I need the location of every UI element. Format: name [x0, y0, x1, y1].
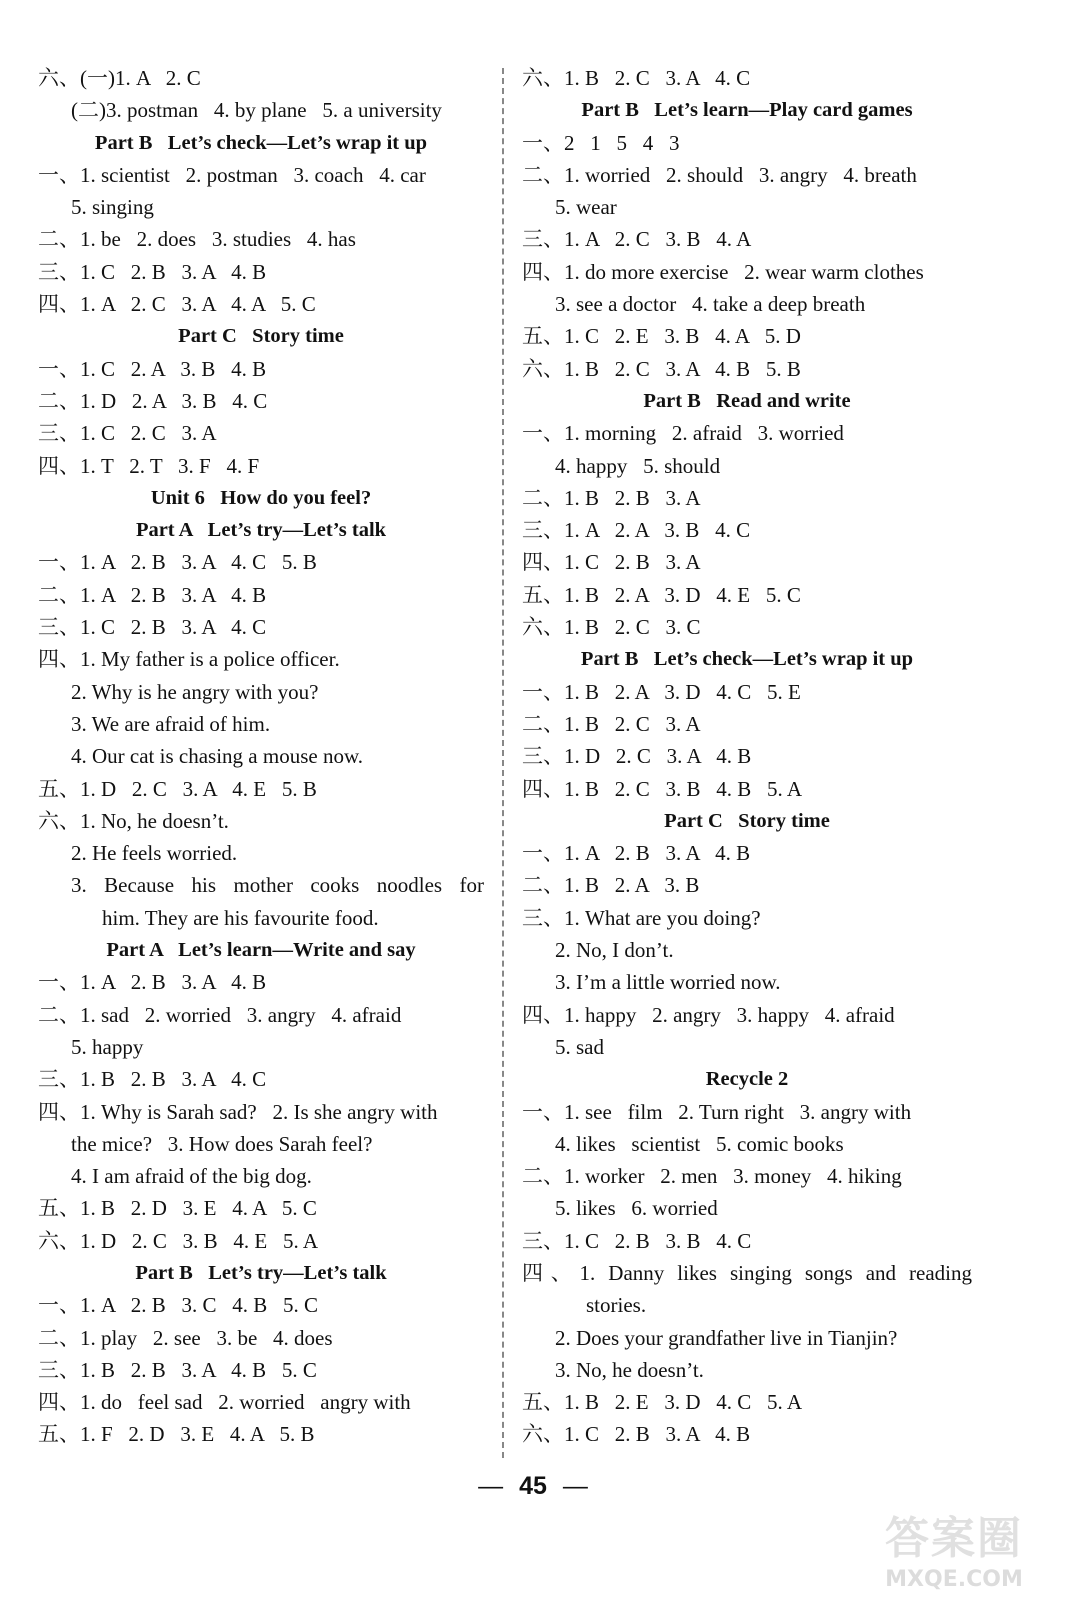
answer-line: 六、1. D 2. C 3. B 4. E 5. A: [38, 1228, 319, 1253]
answer-line: 2. Does your grandfather live in Tianjin?: [555, 1325, 898, 1350]
answer-line: 三、1. C 2. B 3. A 4. B: [38, 259, 267, 284]
answer-line: 三、1. A 2. A 3. B 4. C: [522, 518, 751, 543]
answer-line: 一、1. morning 2. afraid 3. worried: [522, 421, 844, 446]
answer-line: 四、1. do more exercise 2. wear warm clothes: [522, 259, 924, 284]
section-heading: Part B Let’s check—Let’s wrap it up: [580, 648, 914, 671]
answer-line: 3. see a doctor 4. take a deep breath: [555, 292, 866, 317]
answer-line: 四、1. T 2. T 3. F 4. F: [38, 453, 260, 478]
answer-line: 二、1. A 2. B 3. A 4. B: [38, 582, 267, 607]
answer-line: him. They are his favourite food.: [102, 905, 379, 930]
section-heading: Recycle 2: [705, 1068, 789, 1091]
page-number-dash-right: —: [562, 1472, 588, 1500]
section-heading: Unit 6 How do you feel?: [150, 486, 372, 509]
answer-line: 3. I’m a little worried now.: [555, 970, 781, 995]
watermark-domain: MXQE.COM: [885, 1567, 1023, 1592]
answer-line: 二、1. sad 2. worried 3. angry 4. afraid: [38, 1002, 402, 1027]
section-heading: Part C Story time: [178, 325, 344, 348]
answer-line: 四、1. do feel sad 2. worried angry with: [38, 1390, 411, 1415]
answer-line: 一、2 1 5 4 3: [522, 130, 680, 155]
answer-line: 2. Why is he angry with you?: [71, 679, 319, 704]
answer-line: 六、1. B 2. C 3. C: [522, 615, 701, 640]
answer-line: stories.: [586, 1293, 647, 1318]
answer-line: 5. wear: [555, 195, 617, 220]
answer-line: 五、1. B 2. A 3. D 4. E 5. C: [522, 582, 801, 607]
answer-line: 一、1. see film 2. Turn right 3. angry with: [522, 1099, 912, 1124]
answer-line: 五、1. F 2. D 3. E 4. A 5. B: [38, 1422, 315, 1447]
answer-line: 3. No, he doesn’t.: [555, 1357, 704, 1382]
answer-line: 四、1. B 2. C 3. B 4. B 5. A: [522, 776, 803, 801]
section-heading: Part B Let’s check—Let’s wrap it up: [94, 131, 428, 154]
answer-line: 四、1. Danny likes singing songs and reading: [522, 1260, 972, 1285]
answer-line: 三、1. A 2. C 3. B 4. A: [522, 227, 752, 252]
answer-line: the mice? 3. How does Sarah feel?: [71, 1131, 373, 1156]
section-heading: Part A Let’s try—Let’s talk: [135, 519, 387, 542]
answer-line: 一、1. A 2. B 3. C 4. B 5. C: [38, 1293, 319, 1318]
answer-line: 五、1. D 2. C 3. A 4. E 5. B: [38, 776, 317, 801]
watermark-logo: [856, 1502, 1052, 1592]
section-heading: Part A Let’s learn—Write and say: [106, 939, 416, 962]
answer-line: 三、1. B 2. B 3. A 4. B 5. C: [38, 1357, 317, 1382]
answer-line: 一、1. C 2. A 3. B 4. B: [38, 356, 267, 381]
section-heading: Part C Story time: [664, 809, 830, 832]
answer-line: 五、1. B 2. E 3. D 4. C 5. A: [522, 1390, 803, 1415]
section-heading: Part B Let’s learn—Play card games: [581, 99, 913, 122]
answer-line: 四、1. C 2. B 3. A: [522, 550, 701, 575]
answer-line: 二、1. B 2. A 3. B: [522, 873, 700, 898]
answer-line: 四、1. happy 2. angry 3. happy 4. afraid: [522, 1002, 895, 1027]
answer-line: 二、1. play 2. see 3. be 4. does: [38, 1325, 333, 1350]
answer-line: 三、1. D 2. C 3. A 4. B: [522, 744, 752, 769]
answer-line: 4. likes scientist 5. comic books: [555, 1131, 844, 1156]
answer-line: 二、1. be 2. does 3. studies 4. has: [38, 227, 356, 252]
answer-line: 二、1. B 2. C 3. A: [522, 711, 701, 736]
page-number-dash-left: —: [478, 1472, 504, 1500]
column-divider: [502, 68, 504, 1458]
answer-line: 五、1. B 2. D 3. E 4. A 5. C: [38, 1196, 317, 1221]
answer-line: 六、1. B 2. C 3. A 4. B 5. B: [522, 356, 801, 381]
page-number-value: 45: [519, 1472, 547, 1500]
answer-line: 二、1. D 2. A 3. B 4. C: [38, 388, 268, 413]
answer-line: 一、1. A 2. B 3. A 4. C 5. B: [38, 550, 317, 575]
section-heading: Part B Read and write: [643, 389, 851, 412]
answer-line: 3. Because his mother cooks noodles for: [71, 873, 484, 898]
answer-line: 一、1. B 2. A 3. D 4. C 5. E: [522, 679, 801, 704]
answer-line: 三、1. B 2. B 3. A 4. C: [38, 1067, 267, 1092]
answer-line: 四、1. My father is a police officer.: [38, 647, 340, 672]
answer-line: 二、1. B 2. B 3. A: [522, 485, 701, 510]
answer-line: 六、1. C 2. B 3. A 4. B: [522, 1422, 751, 1447]
answer-line: 三、1. C 2. B 3. A 4. C: [38, 615, 267, 640]
left-answer-column: [38, 62, 484, 1451]
answer-line: 六、1. No, he doesn’t.: [38, 808, 229, 833]
answer-line: 2. He feels worried.: [71, 841, 238, 866]
answer-line: 5. likes 6. worried: [555, 1196, 718, 1221]
answer-line: 4. I am afraid of the big dog.: [71, 1164, 312, 1189]
page-number: [0, 1472, 1066, 1501]
answer-line: 三、1. C 2. C 3. A: [38, 421, 217, 446]
right-answer-column: [522, 62, 972, 1451]
answer-line: 5. sad: [555, 1034, 604, 1059]
answer-line: 5. singing: [71, 195, 154, 220]
answer-line: 六、1. B 2. C 3. A 4. C: [522, 66, 751, 90]
answer-line: 一、1. A 2. B 3. A 4. B: [522, 841, 751, 866]
answer-line: 四、1. Why is Sarah sad? 2. Is she angry with: [38, 1099, 438, 1124]
answer-line: 四、1. A 2. C 3. A 4. A 5. C: [38, 292, 316, 317]
answer-line: 一、1. scientist 2. postman 3. coach 4. car: [38, 162, 426, 187]
answer-line: (二)3. postman 4. by plane 5. a university: [71, 98, 442, 123]
answer-line: 一、1. A 2. B 3. A 4. B: [38, 970, 267, 995]
answer-line: 五、1. C 2. E 3. B 4. A 5. D: [522, 324, 801, 349]
answer-line: 六、(一)1. A 2. C: [38, 66, 201, 90]
answer-line: 三、1. C 2. B 3. B 4. C: [522, 1228, 752, 1253]
answer-line: 三、1. What are you doing?: [522, 905, 761, 930]
answer-line: 4. happy 5. should: [555, 453, 721, 478]
answer-line: 2. No, I don’t.: [555, 938, 674, 963]
answer-line: 5. happy: [71, 1034, 144, 1059]
section-heading: Part B Let’s try—Let’s talk: [135, 1261, 387, 1284]
answer-line: 二、1. worried 2. should 3. angry 4. breath: [522, 162, 917, 187]
answer-line: 3. We are afraid of him.: [71, 711, 271, 736]
answer-line: 二、1. worker 2. men 3. money 4. hiking: [522, 1164, 902, 1189]
answer-line: 4. Our cat is chasing a mouse now.: [71, 744, 363, 769]
watermark-logo-text: 答案圈: [885, 1513, 1023, 1564]
